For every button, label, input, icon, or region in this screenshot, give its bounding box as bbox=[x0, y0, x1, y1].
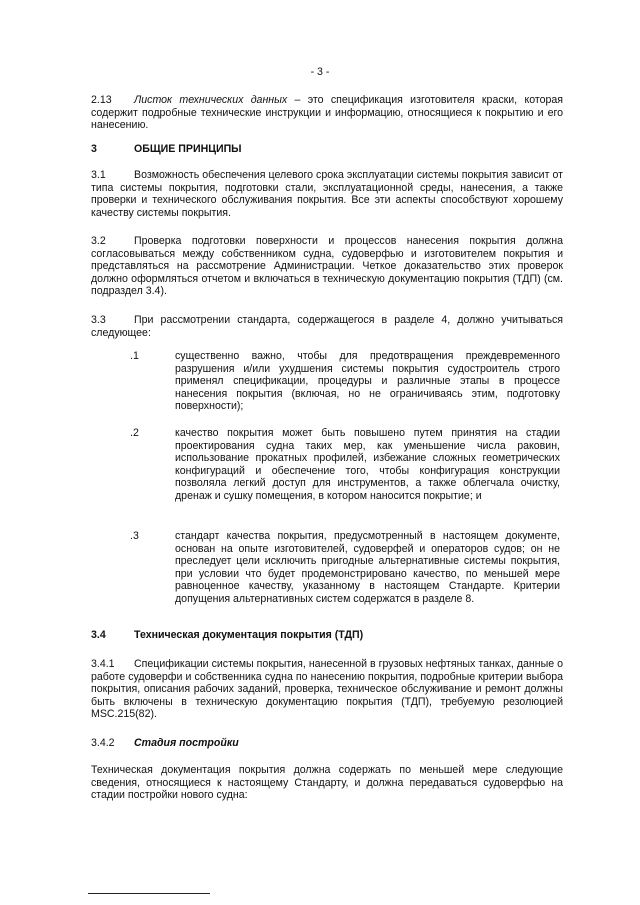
subsection-title: Стадия постройки bbox=[134, 737, 239, 749]
paragraph-final: Техническая документация покрытия должна содержать по меньшей мере следующие сведения, относящиеся к настоящему Стандарту, и должна передаваться судоверфью на стадии постройки нового судна: bbox=[91, 764, 563, 802]
defined-term: Листок технических данных bbox=[134, 94, 288, 106]
section-title: Техническая документация покрытия (ТДП) bbox=[134, 629, 364, 641]
list-item-text: качество покрытия может быть повышено путем принятия на стадии проектирования судна таких мер, как уменьшение числа раковин, использование прокатных профилей, избежание сложных геометрических конфигураций и обеспечение того, чтобы конфигурация конструкции позволяла легкий доступ для инструментов, а также облегчала очистку, дренаж и сушку помещения, в котором наносится покрытие; и bbox=[175, 427, 560, 502]
paragraph-2-13 bbox=[91, 94, 563, 132]
paragraph-number: 2.13 bbox=[91, 94, 112, 106]
list-item-text: стандарт качества покрытия, предусмотренный в настоящем документе, основан на опыте изготовителей, судоверфей и операторов судов; он не преследует цели исключить пригодные альтернативные системы покрытия, при условии что будет продемонстрировано качество, по меньшей мере равноценное качеству, указанному в настоящем Стандарте. Критерии допущения альтернативных систем содержатся в разделе 8. bbox=[175, 530, 560, 605]
section-number: 3.4 bbox=[91, 629, 106, 641]
paragraph-text: – это спецификация изготовителя краски, которая содержит подробные технические инструкции и информацию, относящиеся к покрытию и его нанесению. bbox=[91, 94, 563, 132]
list-item-label: .2 bbox=[130, 427, 139, 439]
paragraph-number: 3.2 bbox=[91, 235, 106, 247]
paragraph-number: 3.4.1 bbox=[91, 658, 115, 670]
paragraph-number: 3.1 bbox=[91, 169, 106, 181]
paragraph-3-4-1 bbox=[91, 658, 563, 721]
section-number: 3 bbox=[91, 143, 97, 155]
paragraph-3-2 bbox=[91, 235, 563, 298]
section-heading-3 bbox=[91, 143, 563, 156]
paragraph-text: Проверка подготовки поверхности и процессов нанесения покрытия должна согласовываться между собственником судна, судоверфью и изготовителем покрытия и представляться на рассмотрение Администрации. Четкое доказательство этих проверок должно оформляться отчетом и включаться в техническую документацию покрытия (ТДП) (см. подраздел 3.4). bbox=[91, 235, 563, 298]
subsection-heading-3-4-2 bbox=[91, 737, 563, 750]
paragraph-number: 3.3 bbox=[91, 314, 106, 326]
section-heading-3-4 bbox=[91, 629, 563, 642]
footnote-separator-line bbox=[88, 893, 210, 894]
list-item-label: .1 bbox=[130, 350, 139, 362]
paragraph-text: Спецификации системы покрытия, нанесенной в грузовых нефтяных танках, данные о работе судоверфи и собственника судна по нанесению покрытия, подробные критерии выбора покрытия, описания рабочих заданий, проверка, техническое обслуживание и ремонт должны быть включены в техническую документацию покрытия (ТДП), требуемую резолюцией MSC.215(82). bbox=[91, 658, 563, 721]
paragraph-text: Возможность обеспечения целевого срока эксплуатации системы покрытия зависит от типа системы покрытия, подготовки стали, эксплуатационной среды, нанесения, а также проверки и технического обслуживания покрытия. Все эти аспекты способствуют хорошему качеству системы покрытия. bbox=[91, 169, 563, 219]
paragraph-3-1 bbox=[91, 169, 563, 219]
paragraph-3-3 bbox=[91, 314, 563, 339]
paragraph-text: При рассмотрении стандарта, содержащегося в разделе 4, должно учитываться следующее: bbox=[91, 314, 563, 339]
section-title: ОБЩИЕ ПРИНЦИПЫ bbox=[134, 143, 242, 155]
page-number: - 3 - bbox=[310, 66, 330, 78]
list-item-label: .3 bbox=[130, 530, 139, 542]
list-item-text: существенно важно, чтобы для предотвращения преждевременного разрушения и/или ухудшения системы покрытия судостроитель строго применял спецификации, процедуры и различные этапы в процессе нанесения покрытия (включая, но не ограничиваясь этим, подготовку поверхности); bbox=[175, 350, 560, 413]
subsection-number: 3.4.2 bbox=[91, 737, 115, 749]
